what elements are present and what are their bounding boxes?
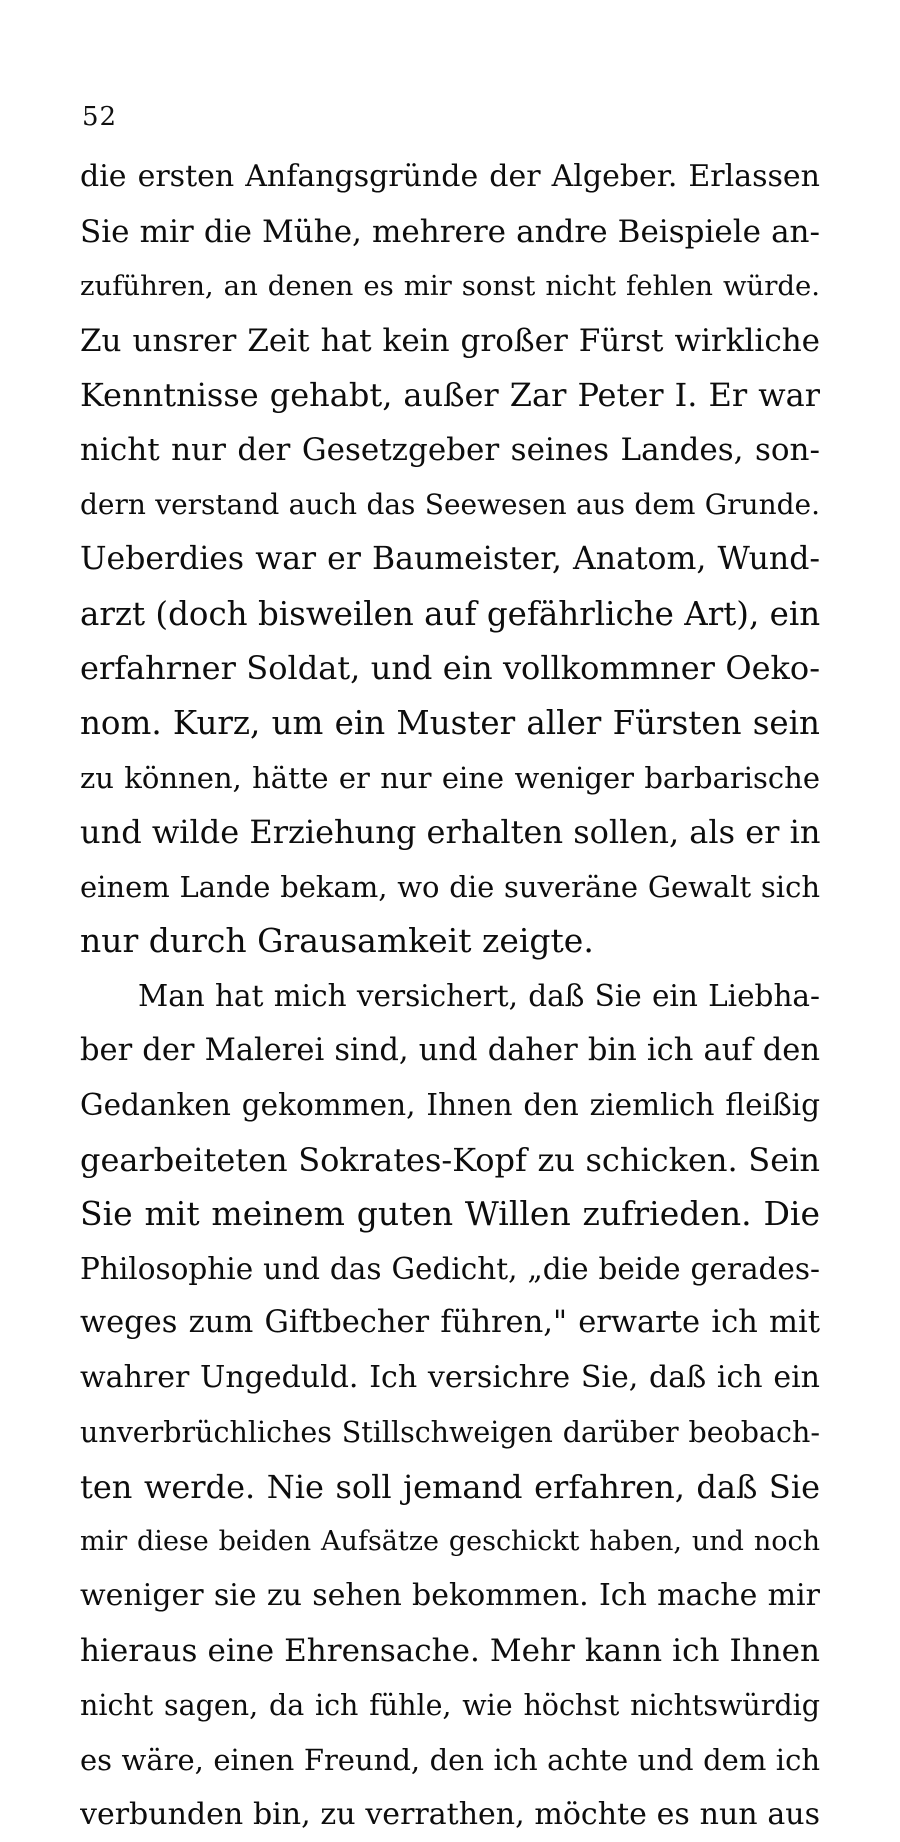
text-line: und wilde Erziehung erhalten sollen, als er in [80,813,820,852]
text-line: dern verstand auch das Seewesen aus dem Grunde. [80,487,820,521]
text-line: Sie mit meinem guten Willen zufrieden. Die [80,1194,820,1234]
text-line: weniger sie zu sehen bekommen. Ich mache mir [80,1578,820,1614]
text-line: ten werde. Nie soll jemand erfahren, daß Sie [80,1468,820,1507]
page-number: 52 [82,102,118,132]
text-line: zu können, hätte er nur eine weniger barbarische [80,760,820,795]
text-line: unverbrüchliches Stillschweigen darüber beobach- [80,1415,820,1449]
paragraph-2 [80,969,820,1842]
text-line: die ersten Anfangsgründe der Algeber. Erlassen [80,159,820,194]
text-line: Gedanken gekommen, Ihnen den ziemlich fleißig [80,1088,820,1123]
text-line: zuführen, an denen es mir sonst nicht fehlen würde. [80,270,820,303]
text-line: Man hat mich versichert, daß Sie ein Liebha- [138,978,820,1013]
body-text [80,150,820,1842]
text-line: Sie mir die Mühe, mehrere andre Beispiele an- [80,213,820,250]
text-line: weges zum Giftbecher führen," erwarte ich mit [80,1305,820,1341]
text-line: Ueberdies war er Baumeister, Anatom, Wund- [80,541,820,578]
text-line: Zu unsrer Zeit hat kein großer Fürst wirkliche [80,322,820,359]
text-line: verbunden bin, zu verrathen, möchte es nun aus [80,1796,820,1832]
text-line: hieraus eine Ehrensache. Mehr kann ich Ihnen [80,1633,820,1670]
text-line: nom. Kurz, um ein Muster aller Fürsten sein [80,703,820,742]
paragraph-1 [80,150,820,969]
text-line: erfahrner Soldat, und ein vollkommner Oeko- [80,649,820,688]
text-line: Philosophie und das Gedicht, „die beide gerades- [80,1251,820,1286]
text-line: einem Lande bekam, wo die suveräne Gewalt sich [80,869,820,904]
text-line: nicht sagen, da ich fühle, wie höchst nichtswürdig [80,1688,820,1722]
text-line: nicht nur der Gesetzgeber seines Landes, son- [80,431,820,468]
text-line: mir diese beiden Aufsätze geschickt haben, und noch [80,1525,820,1557]
text-line: Kenntnisse gehabt, außer Zar Peter I. Er war [80,376,820,415]
text-line: arzt (doch bisweilen auf gefährliche Art), ein [80,594,820,633]
text-line: nur durch Grausamkeit zeigte. [80,921,594,961]
text-line: ber der Malerei sind, und daher bin ich auf den [80,1032,820,1068]
text-line: wahrer Ungeduld. Ich versichre Sie, daß ich ein [80,1360,820,1396]
text-line: gearbeiteten Sokrates-Kopf zu schicken. Sein [80,1140,820,1179]
text-line: es wäre, einen Freund, den ich achte und dem ich [80,1743,820,1778]
